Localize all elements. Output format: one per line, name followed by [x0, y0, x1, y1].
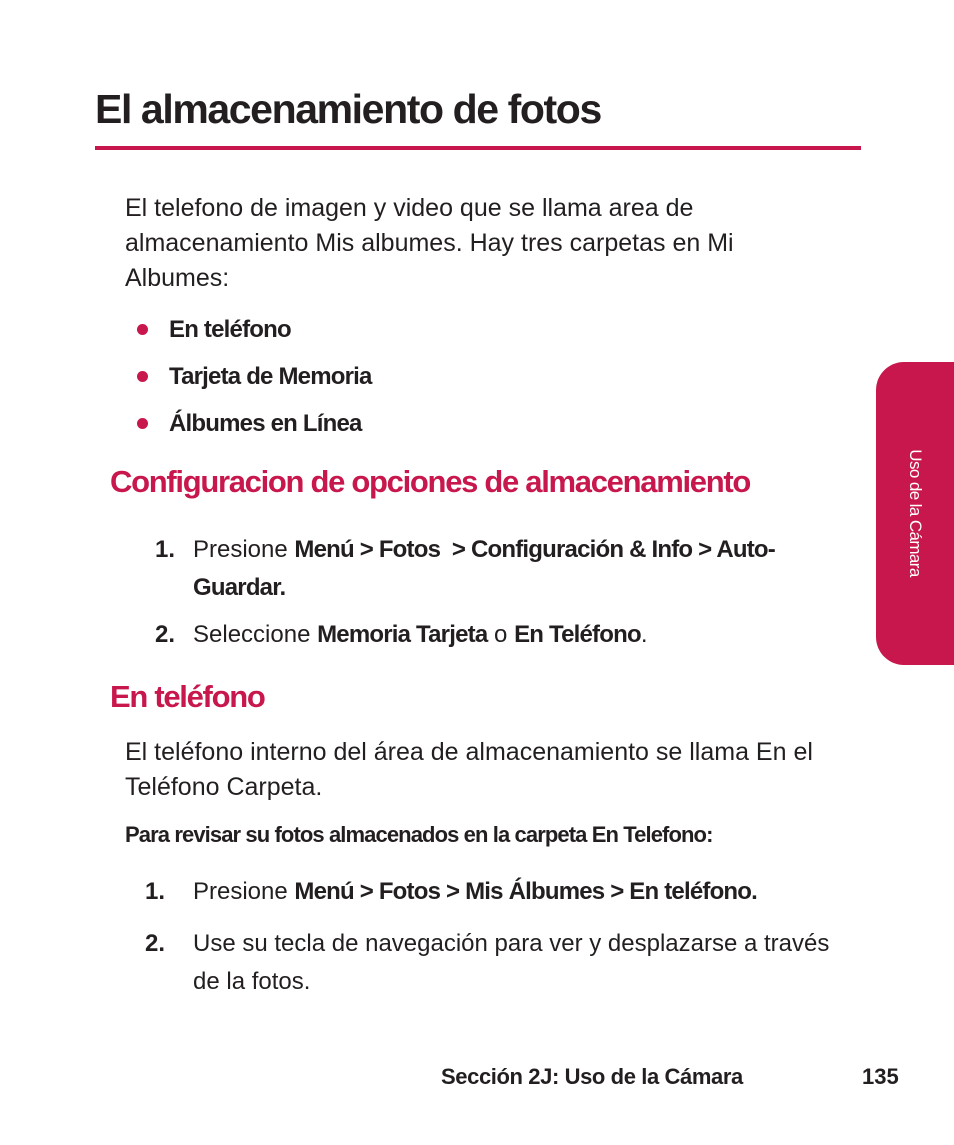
- step-text: Seleccione Memoria Tarjeta o En Teléfono.: [193, 621, 648, 648]
- footer-section-title: Sección 2J: Uso de la Cámara: [441, 1064, 743, 1089]
- step-number: 2.: [145, 930, 166, 957]
- folder-item: [137, 400, 372, 447]
- page-number: 135: [862, 1064, 899, 1089]
- intro-paragraph: El telefono de imagen y video que se llama area de almacenamiento Mis albumes. Hay tres carpetas en Mi Albumes:: [125, 194, 734, 292]
- page-title: El almacenamiento de fotos: [95, 86, 601, 132]
- side-tab-label: Uso de la Cámara: [906, 449, 925, 577]
- step-text: Presione Menú > Fotos > Configuración & Info > Auto-Guardar.: [193, 536, 775, 601]
- config-step-2: [155, 616, 835, 654]
- bullet-icon: [137, 418, 148, 429]
- folder-label: Tarjeta de Memoria: [169, 362, 372, 390]
- step-number: 2.: [155, 621, 176, 648]
- step-text: Use su tecla de navegación para ver y desplazarse a través de la fotos.: [193, 930, 830, 995]
- step-number: 1.: [155, 536, 176, 563]
- folder-item: [137, 306, 372, 353]
- phone-paragraph: El teléfono interno del área de almacenamiento se llama En el Teléfono Carpeta.: [125, 738, 813, 801]
- phone-heading: En teléfono: [110, 679, 265, 714]
- folder-label: Álbumes en Línea: [169, 409, 362, 437]
- phone-step-2: [145, 925, 845, 1001]
- step-text: Presione Menú > Fotos > Mis Álbumes > En teléfono.: [193, 878, 758, 905]
- phone-subheading: Para revisar su fotos almacenados en la carpeta En Telefono:: [125, 822, 713, 847]
- phone-step-1: [145, 873, 845, 911]
- bullet-icon: [137, 371, 148, 382]
- config-step-1: [155, 531, 835, 607]
- config-heading: Configuracion de opciones de almacenamiento: [110, 464, 751, 499]
- bullet-icon: [137, 324, 148, 335]
- folder-list: [137, 306, 372, 447]
- folder-item: [137, 353, 372, 400]
- folder-label: En teléfono: [169, 315, 291, 343]
- title-underline: [95, 146, 861, 150]
- step-number: 1.: [145, 878, 166, 905]
